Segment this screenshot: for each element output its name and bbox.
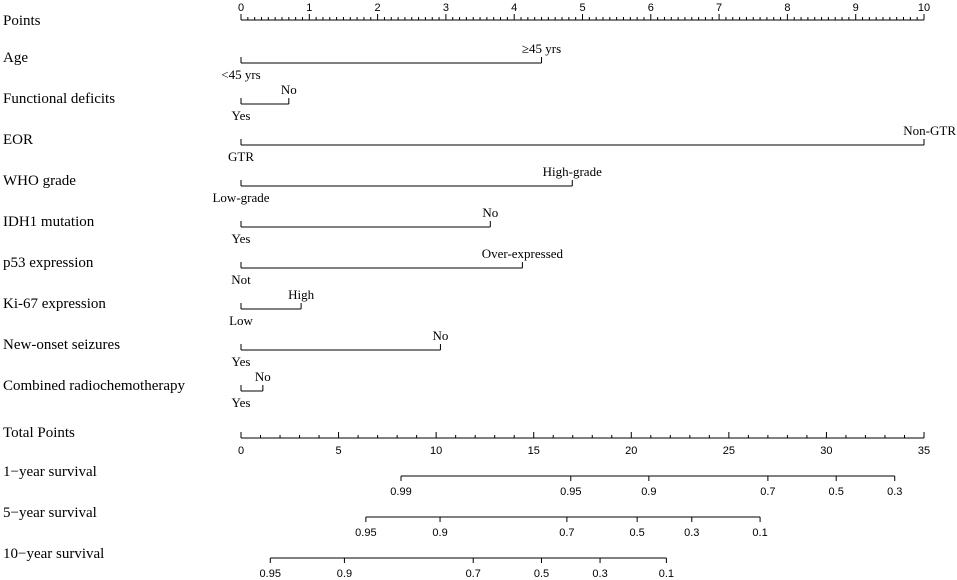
survival-tick-label: 0.5 <box>533 568 550 580</box>
variable-label: EOR <box>3 132 33 148</box>
survival-tick-label: 0.9 <box>641 486 657 498</box>
survival-tick-label: 0.95 <box>259 568 281 580</box>
variable-level-label: Yes <box>231 354 251 369</box>
points-tick-label: 3 <box>442 2 449 14</box>
variable-label: New-onset seizures <box>3 337 121 353</box>
survival-tick-label: 0.1 <box>658 568 675 580</box>
survival-tick-label: 0.5 <box>629 527 645 539</box>
survival-axis-label: 10−year survival <box>3 546 105 562</box>
variable-label: WHO grade <box>3 173 76 189</box>
points-tick-label: 9 <box>852 2 859 14</box>
variable-level-label: Yes <box>231 108 251 123</box>
variable-level-label: <45 yrs <box>221 67 261 82</box>
variable-label: Functional deficits <box>3 91 116 107</box>
survival-tick-label: 0.3 <box>887 486 903 498</box>
survival-tick-label: 0.7 <box>465 568 481 580</box>
total-points-tick-label: 15 <box>527 445 540 457</box>
survival-tick-label: 0.99 <box>390 486 412 498</box>
variable-level-label: Yes <box>231 395 251 410</box>
total-points-tick-label: 25 <box>722 445 735 457</box>
total-points-tick-label: 30 <box>820 445 833 457</box>
variable-level-label: No <box>432 328 449 343</box>
total-points-tick-label: 10 <box>430 445 443 457</box>
survival-tick-label: 0.3 <box>684 527 700 539</box>
variable-level-label: Low <box>229 313 253 328</box>
variable-level-label: GTR <box>228 149 254 164</box>
survival-tick-label: 0.7 <box>559 527 575 539</box>
variable-level-label: High <box>288 287 315 302</box>
survival-tick-label: 0.95 <box>560 486 582 498</box>
variable-level-label: No <box>280 82 297 97</box>
survival-axis-label: 1−year survival <box>3 464 97 480</box>
variable-level-label: Yes <box>231 231 251 246</box>
total-points-tick-label: 20 <box>625 445 638 457</box>
points-tick-label: 0 <box>237 2 245 14</box>
variable-label: Combined radiochemotherapy <box>3 378 186 394</box>
variable-level-label: No <box>482 205 499 220</box>
variable-level-label: Low-grade <box>212 190 270 205</box>
survival-axis-label: 5−year survival <box>3 505 97 521</box>
variable-level-label: Non-GTR <box>903 123 956 138</box>
points-tick-label: 5 <box>579 2 586 14</box>
total-points-tick-label: 35 <box>917 445 931 457</box>
points-tick-label: 4 <box>511 2 518 14</box>
total-points-tick-label: 0 <box>237 445 245 457</box>
points-tick-label: 1 <box>306 2 313 14</box>
points-tick-label: 10 <box>917 2 931 14</box>
points-tick-label: 2 <box>374 2 381 14</box>
survival-tick-label: 0.9 <box>432 527 448 539</box>
variable-level-label: Over-expressed <box>481 246 564 261</box>
points-tick-label: 7 <box>716 2 723 14</box>
points-tick-label: 8 <box>784 2 791 14</box>
survival-tick-label: 0.7 <box>760 486 776 498</box>
survival-tick-label: 0.3 <box>592 568 608 580</box>
variable-label: Ki-67 expression <box>3 296 106 312</box>
survival-tick-label: 0.5 <box>828 486 844 498</box>
total-points-tick-label: 5 <box>335 445 342 457</box>
variable-label: p53 expression <box>3 255 94 271</box>
total-points-axis-label: Total Points <box>3 425 75 441</box>
survival-tick-label: 0.1 <box>752 527 768 539</box>
variable-label: IDH1 mutation <box>3 214 95 230</box>
variable-level-label: High-grade <box>542 164 602 179</box>
variable-level-label: No <box>254 369 271 384</box>
points-tick-label: 6 <box>647 2 654 14</box>
points-axis-label: Points <box>3 13 41 29</box>
variable-level-label: Not <box>231 272 251 287</box>
survival-tick-label: 0.95 <box>355 527 377 539</box>
variable-level-label: ≥45 yrs <box>521 41 562 56</box>
survival-tick-label: 0.9 <box>336 568 353 580</box>
variable-label: Age <box>3 50 28 66</box>
